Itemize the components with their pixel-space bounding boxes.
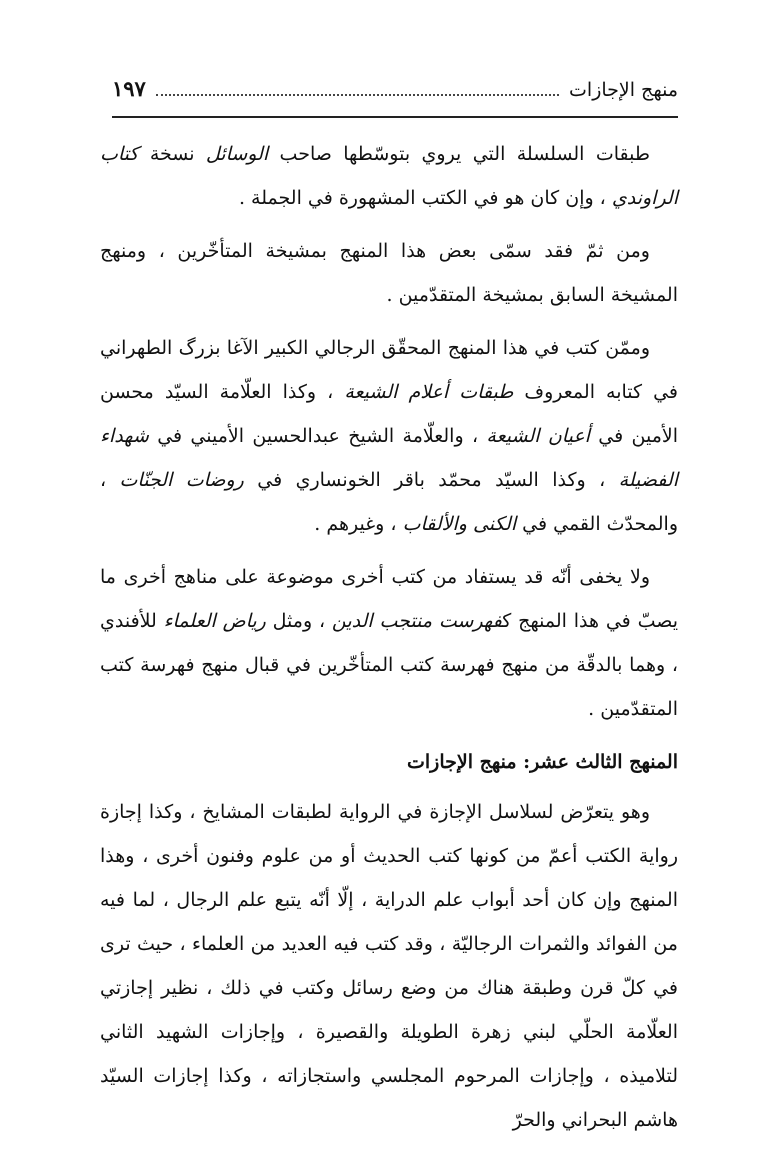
book-title: طبقات أعلام الشيعة <box>344 381 514 403</box>
text-span: ، ومثل <box>265 610 332 632</box>
text-span: ، وإن كان هو في الكتب المشهورة في الجملة . <box>238 187 612 209</box>
paragraph-2: ومن ثمّ فقد سمّى بعض هذا المنهج بمشيخة المتأخّرين ، ومنهج المشيخة السابق بمشيخة المتقدّمين . <box>100 240 678 306</box>
paragraph-1 <box>100 132 678 220</box>
text-span: للأفندي ، وهما بالدقّة من منهج فهرسة كتب المتأخّرين في قبال منهج فهرسة كتب المتقدّمين . <box>100 610 678 720</box>
paragraph-3 <box>100 326 678 546</box>
header-dot-leader <box>156 82 559 96</box>
page-number: ١٩٧ <box>112 76 146 101</box>
text-span: ، والعلّامة الشيخ عبدالحسين الأميني في <box>148 425 487 447</box>
text-span: ، وكذا السيّد محمّد باقر الخونساري في <box>243 469 619 491</box>
body-text <box>100 132 678 1151</box>
book-title: فهرست منتجب الدين <box>331 610 503 632</box>
book-title: روضات الجنّات <box>119 469 244 491</box>
text-span: ، والمحدّث القمي في <box>100 469 678 535</box>
book-title: كتاب الراوندي <box>100 143 678 209</box>
book-title: رياض العلماء <box>163 610 266 632</box>
paragraph-4 <box>100 555 678 731</box>
book-title: شهداء الفضيلة <box>100 425 678 491</box>
text-span: نسخة <box>138 143 206 165</box>
section-heading: المنهج الثالث عشر: منهج الإجازات <box>406 751 678 773</box>
header-title: منهج الإجازات <box>569 79 678 101</box>
paragraph-5: وهو يتعرّض لسلاسل الإجازة في الرواية لطبقات المشايخ ، وكذا إجازة رواية الكتب أعمّ من كونها كتب الحديث أو من علوم وفنون أخرى ، وهذا المنهج وإن كان أحد أبواب علم الدراية ، إلّا أنّه يتبع علم الرجال ، لما فيه من الفوائد والثمرات الرجاليّة ، وقد كتب فيه العديد من العلماء ، حيث ترى في كلّ قرن وطبقة هناك من وضع رسائل وكتب في ذلك ، نظير إجازتي العلّامة الحلّي لبني زهرة الطويلة والقصيرة ، وإجازات الشهيد الثاني لتلاميذه ، وإجازات المرحوم المجلسي واستجازاته ، وكذا إجازات السيّد هاشم البحراني والحرّ <box>100 801 678 1131</box>
text-span: ولا يخفى أنّه قد يستفاد من كتب أخرى موضوعة على مناهج أخرى ما يصبّ في هذا المنهج ك <box>100 566 678 632</box>
book-title: الوسائل <box>205 143 269 165</box>
book-title: الكنى والألقاب <box>402 513 517 535</box>
text-span: ، وكذا العلّامة السيّد محسن الأمين في <box>100 381 678 447</box>
book-title: أعيان الشيعة <box>486 425 590 447</box>
text-span: وممّن كتب في هذا المنهج المحقّق الرجالي الكبير الآغا بزرگ الطهراني في كتابه المعروف <box>100 337 679 403</box>
text-span: طبقات السلسلة التي يروي بتوسّطها صاحب <box>268 143 650 165</box>
running-header <box>112 76 678 118</box>
text-span: ، وغيرهم . <box>314 513 403 535</box>
